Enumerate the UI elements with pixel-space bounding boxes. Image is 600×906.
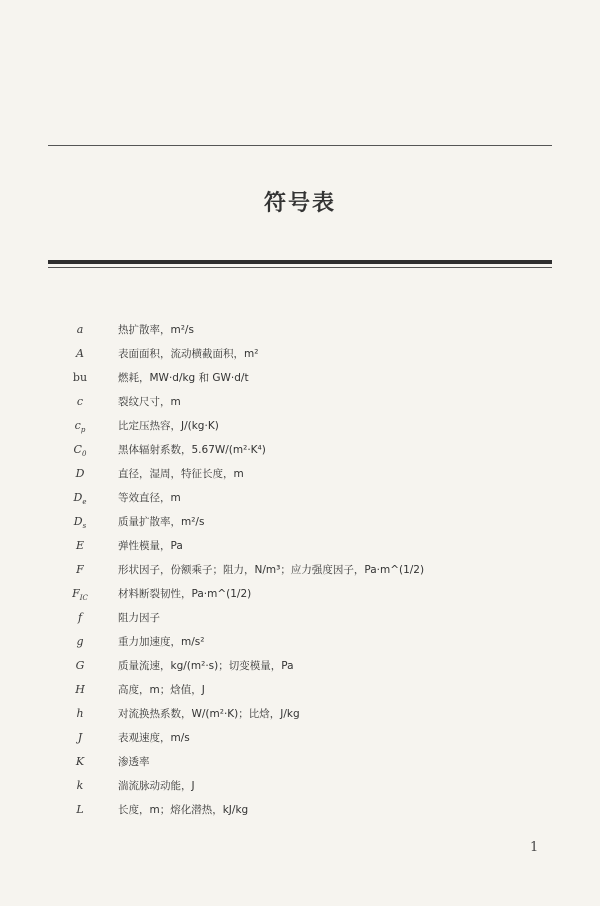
symbol-description: 比定压热容，J/(kg·K)	[118, 420, 219, 432]
symbol: E	[75, 539, 85, 552]
symbol-description: 形状因子，份额乘子；阻力，N/m³；应力强度因子，Pa·m^(1/2)	[118, 564, 425, 576]
symbol-description: 材料断裂韧性，Pa·m^(1/2)	[118, 588, 252, 600]
symbol: $c_p$	[74, 419, 86, 435]
symbol-row	[0, 704, 600, 724]
symbol-row	[0, 536, 600, 556]
symbol: bu	[72, 371, 88, 384]
symbol-row	[0, 416, 600, 436]
symbol-row	[0, 320, 600, 340]
symbol-row	[0, 776, 600, 796]
symbol-description: 裂纹尺寸，m	[118, 396, 181, 408]
symbol-row	[0, 464, 600, 484]
symbol-row	[0, 752, 600, 772]
symbol: F	[76, 563, 84, 576]
symbol-row	[0, 680, 600, 700]
symbol-row	[0, 560, 600, 580]
symbol-row	[0, 392, 600, 412]
symbol: K	[75, 755, 85, 768]
symbol: k	[76, 779, 84, 792]
symbol-description: 高度，m；焓值，J	[118, 684, 205, 696]
page-title: 符号表	[263, 191, 336, 216]
symbol: c	[76, 395, 84, 408]
symbol-row	[0, 728, 600, 748]
symbol-description: 黑体辐射系数，5.67W/(m²·K⁴)	[118, 444, 266, 456]
symbol: $F_{IC}$	[72, 587, 88, 603]
symbol-row	[0, 488, 600, 508]
symbol-description: 表面面积，流动横截面积，m²	[118, 348, 259, 360]
symbol-row	[0, 656, 600, 676]
symbol-row	[0, 800, 600, 820]
top-rule	[48, 145, 552, 146]
title-rule-thin	[48, 267, 552, 268]
symbol-description: 阻力因子	[118, 612, 160, 624]
symbol-description: 燃耗，MW·d/kg 和 GW·d/t	[118, 372, 249, 384]
symbol-description: 热扩散率，m²/s	[118, 324, 194, 336]
symbol-row	[0, 632, 600, 652]
symbol-row	[0, 368, 600, 388]
symbol-description: 质量扩散率，m²/s	[118, 516, 205, 528]
symbol: J	[77, 731, 83, 744]
symbol: a	[76, 323, 84, 336]
symbol-description: 湍流脉动动能，J	[118, 780, 195, 792]
symbol-description: 质量流速，kg/(m²·s)；切变模量，Pa	[118, 660, 294, 672]
symbol-description: 重力加速度，m/s²	[118, 636, 205, 648]
page-number: 1	[530, 840, 539, 855]
symbol: A	[76, 347, 84, 360]
symbol: $C_0$	[73, 443, 87, 459]
symbol-row	[0, 344, 600, 364]
symbol: L	[76, 803, 84, 816]
symbol-description: 直径，湿周，特征长度，m	[118, 468, 244, 480]
symbol-description: 弹性模量，Pa	[118, 540, 183, 552]
symbol-description: 表观速度，m/s	[118, 732, 190, 744]
symbol-row	[0, 512, 600, 532]
symbol: $D_s$	[73, 515, 87, 531]
symbol: g	[76, 635, 84, 648]
symbol-description: 等效直径，m	[118, 492, 181, 504]
symbol: G	[75, 659, 85, 672]
symbol: $D_e$	[73, 491, 87, 507]
symbol: h	[76, 707, 84, 720]
symbol-description: 渗透率	[118, 756, 150, 768]
symbol-description: 对流换热系数，W/(m²·K)；比焓，J/kg	[118, 708, 300, 720]
symbol: D	[75, 467, 85, 480]
symbol-row	[0, 440, 600, 460]
symbol: f	[77, 611, 83, 624]
title-rule-thick	[48, 260, 552, 264]
symbol: H	[75, 683, 85, 696]
symbol-description: 长度，m；熔化潜热，kJ/kg	[118, 804, 249, 816]
symbol-row	[0, 608, 600, 628]
symbol-row	[0, 584, 600, 604]
